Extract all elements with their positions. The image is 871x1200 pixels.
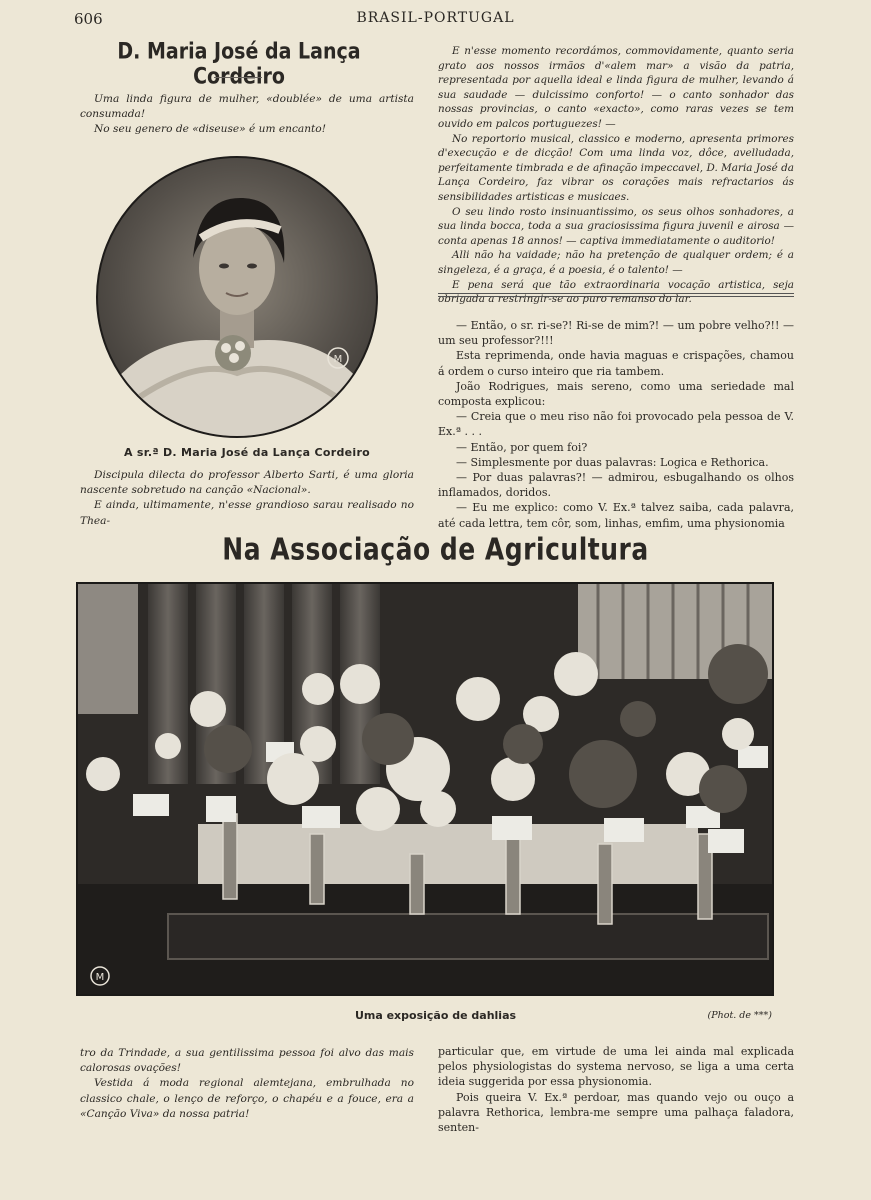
body-paragraph: O seu lindo rosto insinuantissimo, os seus olhos sonhadores, a sua linda bocca, toda a sua graciosissima figura juvenil e airosa — conta apenas 18 annos! — captiva immediatamente o auditorio! [438,205,794,247]
portrait-caption: A sr.ª D. Maria José da Lança Cordeiro [123,446,371,459]
story-paragraph: — Então, por quem foi? [456,440,588,454]
story-paragraph: — Simplesmente por duas palavras: Logica e Rethorica. [456,455,769,469]
dahlia-exhibition-photo [76,582,774,996]
portrait-illustration [98,158,376,436]
story-text-bottom [438,1044,794,1135]
svg-text:M: M [95,972,105,983]
story-paragraph: — Por duas palavras?! — admirou, esbugalhando os olhos inflamados, doridos. [438,471,794,500]
story-paragraph: Esta reprimenda, onde havia maguas e crispações, chamou á ordem o curso inteiro que ria tambem. [438,349,794,378]
photo-caption: Uma exposição de dahlias [354,1009,517,1022]
body-paragraph: E ainda, ultimamente, n'esse grandioso sarau realisado no Thea- [80,499,414,527]
article-right-body [438,44,794,307]
body-paragraph: tro da Trindade, a sua gentilissima pessoa foi alvo das mais calorosas ovações! [80,1047,414,1075]
intro-paragraph: No seu genero de «diseuse» é um encanto! [94,123,326,136]
story-paragraph: — Creia que o meu riso não foi provocado pela pessoa de V. Ex.ª . . . [438,410,794,439]
article-title: D. Maria José da Lança Cordeiro [117,38,361,90]
body-paragraph: Alli não ha vaidade; não ha pretenção de qualquer ordem; é a singeleza, é a graça, é a poesia, é o talento! — [438,249,794,276]
body-paragraph: E pena será que tão extraordinaria vocação artistica, seja obrigada a restringir-se ao puro remanso do lar. [438,278,794,306]
dahlia-illustration [78,584,772,994]
page-number: 606 [74,10,103,28]
body-paragraph: Vestida á moda regional alemtejana, embrulhada no classico chale, o lenço de reforço, o chapéu e a fouce, era a «Canção Viva» da nossa patria! [80,1077,414,1120]
intro-paragraph: Uma linda figura de mulher, «doublée» de uma artista consumada! [80,93,414,121]
portrait-photo [96,156,378,438]
body-paragraph: Discipula dilecta do professor Alberto Sarti, é uma gloria nascente sobretudo na canção «Nacional». [80,469,414,497]
story-paragraph: — Então, o sr. ri-se?! Ri-se de mim?! — um pobre velho?!! — um seu professor?!!! [438,319,794,348]
section-title: Na Associação de Agricultura [222,532,649,567]
title-rule [214,77,262,78]
article-left-body [80,468,414,529]
article-intro [80,92,414,138]
running-title: BRASIL-PORTUGAL [356,10,515,26]
body-paragraph: E n'esse momento recordámos, commovidamente, quanto seria grato aos nossos irmãos d'«alem mar» a visão da patria, representada por aquella ideal e linda figura de mulher, levando á sua saudade — dulcissimo conforto! — o canto sonhador das nossas provincias, o canto «exacto», como raras vezes se tem ouvido em palcos portuguezes! — [438,45,794,130]
section-divider [438,293,794,297]
story-paragraph: João Rodrigues, mais sereno, como uma seriedade mal composta explicou: [438,379,794,409]
story-text-top [438,318,794,531]
story-paragraph: particular que, em virtude de uma lei ainda mal explicada pelos physiologistas do systema nervoso, se liga a uma certa ideia suggerida por essa physionomia. [438,1045,794,1089]
svg-text:M: M [333,354,343,365]
article-bottom-left [80,1046,414,1122]
photo-credit: (Phot. de ***) [707,1010,772,1021]
story-paragraph: Pois queira V. Ex.ª perdoar, mas quando vejo ou ouço a palavra Rethorica, lembra-me sempre uma palhaça faladora, senten- [438,1090,794,1135]
story-paragraph: — Eu me explico: como V. Ex.ª talvez saiba, cada palavra, até cada lettra, tem côr, som, linhas, emfim, uma physionomia [438,501,794,530]
body-paragraph: No reportorio musical, classico e moderno, apresenta primores d'execução e de dicção! Com uma linda voz, dôce, avelludada, perfeitamente timbrada e de afinação impeccavel, D. Maria José da Lança Cordeiro, faz vibrar os corações mais refractarios ás sensibilidades artisticas e musicaes. [438,132,794,203]
